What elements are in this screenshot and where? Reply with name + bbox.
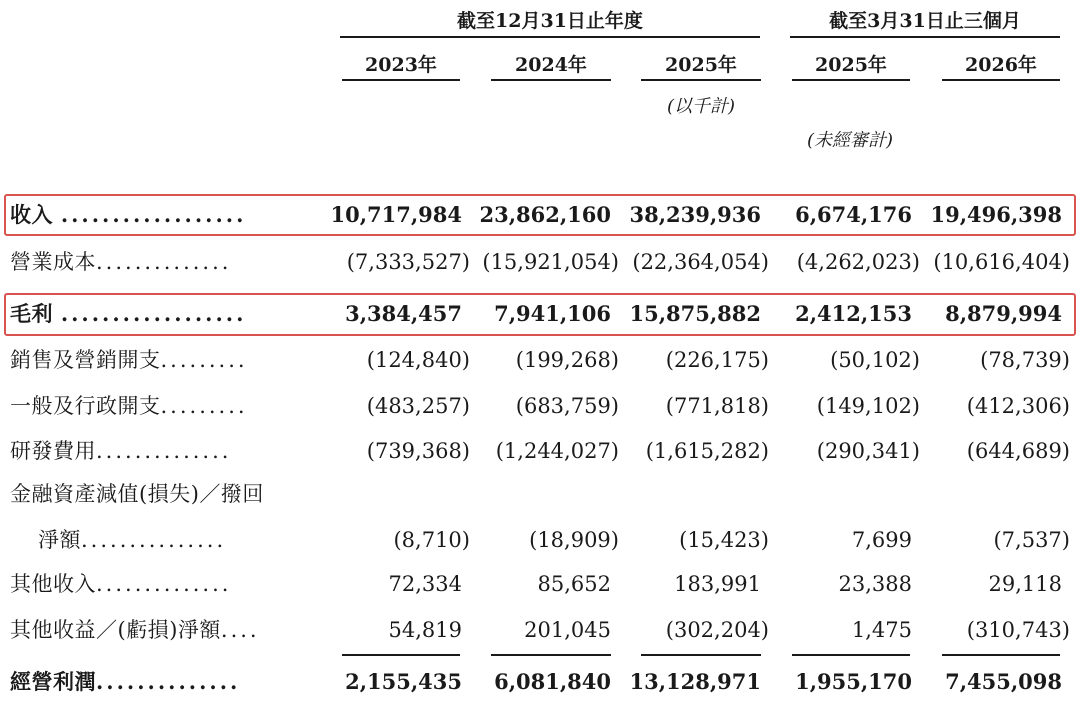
total-rule-2024 xyxy=(491,654,611,656)
cell-2024: 85,652 xyxy=(537,572,611,596)
column-header-2025: 2025年 xyxy=(665,54,737,76)
cell-2023: (7,333,527) xyxy=(346,250,470,274)
cell-2023: 3,384,457 xyxy=(345,301,462,326)
row-label: 營業成本.............. xyxy=(10,250,232,274)
cell-2025-q1: (4,262,023) xyxy=(796,250,920,274)
row-label: 銷售及營銷開支......... xyxy=(10,348,248,372)
row-gross-profit xyxy=(0,296,1080,332)
row-cost-of-revenue xyxy=(0,244,1080,280)
row-admin-expenses xyxy=(0,388,1080,424)
cell-2025-q1: (290,341) xyxy=(816,439,920,463)
cell-2025-q1: (50,102) xyxy=(830,348,920,372)
cell-2025: (302,204) xyxy=(665,618,769,642)
note-unaudited: (未經審計) xyxy=(806,130,894,151)
header-group-quarter: 截至3月31日止三個月 xyxy=(829,10,1021,32)
cell-2025-q1: 1,475 xyxy=(851,618,912,642)
column-header-2026-q1: 2026年 xyxy=(965,54,1037,76)
column-rule-2025-q1 xyxy=(792,79,910,81)
row-other-gains-losses xyxy=(0,612,1080,648)
cell-2024: (199,268) xyxy=(515,348,619,372)
cell-2023: (739,368) xyxy=(366,439,470,463)
total-rule-2023 xyxy=(342,654,460,656)
cell-2024: 201,045 xyxy=(524,618,611,642)
cell-2023: 54,819 xyxy=(388,618,462,642)
total-rule-2026-q1 xyxy=(942,654,1060,656)
cell-2025: 183,991 xyxy=(674,572,761,596)
cell-2024: 6,081,840 xyxy=(494,669,611,694)
row-label: 一般及行政開支......... xyxy=(10,394,248,418)
cell-2024: (18,909) xyxy=(529,528,619,552)
cell-2026-q1: 8,879,994 xyxy=(945,301,1062,326)
cell-2024: (683,759) xyxy=(515,394,619,418)
cell-2025: 15,875,882 xyxy=(629,301,761,326)
row-label: 淨額............... xyxy=(38,528,227,552)
cell-2026-q1: (78,739) xyxy=(980,348,1070,372)
row-label: 收入 .................. xyxy=(10,202,247,227)
row-impairment-net xyxy=(0,522,1080,558)
header-group-quarter-rule xyxy=(790,36,1060,38)
cell-2024: (15,921,054) xyxy=(482,250,619,274)
cell-2023: 2,155,435 xyxy=(345,669,462,694)
row-selling-expenses xyxy=(0,342,1080,378)
cell-2025: (1,615,282) xyxy=(645,439,769,463)
cell-2026-q1: 29,118 xyxy=(988,572,1062,596)
column-rule-2024 xyxy=(491,79,611,81)
row-rnd-expenses xyxy=(0,433,1080,469)
total-rule-2025-q1 xyxy=(792,654,910,656)
cell-2024: (1,244,027) xyxy=(495,439,619,463)
cell-2023: 72,334 xyxy=(388,572,462,596)
cell-2024: 23,862,160 xyxy=(479,202,611,227)
column-header-2023: 2023年 xyxy=(365,54,437,76)
cell-2025-q1: 23,388 xyxy=(838,572,912,596)
column-header-2025-q1: 2025年 xyxy=(815,54,887,76)
column-header-2024: 2024年 xyxy=(515,54,587,76)
cell-2025: 38,239,936 xyxy=(629,202,761,227)
row-label: 經營利潤.............. xyxy=(10,669,241,694)
cell-2025-q1: 1,955,170 xyxy=(795,669,912,694)
column-rule-2023 xyxy=(342,79,460,81)
cell-2025-q1: 6,674,176 xyxy=(795,202,912,227)
row-operating-profit xyxy=(0,664,1080,700)
header-group-year: 截至12月31日止年度 xyxy=(457,10,643,32)
cell-2023: (483,257) xyxy=(366,394,470,418)
row-label: 毛利 .................. xyxy=(10,301,247,326)
cell-2026-q1: (10,616,404) xyxy=(933,250,1070,274)
column-rule-2026-q1 xyxy=(942,79,1060,81)
cell-2023: 10,717,984 xyxy=(330,202,462,227)
cell-2025-q1: 7,699 xyxy=(851,528,912,552)
cell-2025-q1: (149,102) xyxy=(816,394,920,418)
cell-2026-q1: (310,743) xyxy=(966,618,1070,642)
total-rule-2025 xyxy=(641,654,761,656)
row-revenue xyxy=(0,197,1080,233)
row-label: 其他收益／(虧損)淨額.... xyxy=(10,618,260,642)
cell-2024: 7,941,106 xyxy=(494,301,611,326)
row-label: 研發費用.............. xyxy=(10,439,232,463)
cell-2023: (124,840) xyxy=(366,348,470,372)
cell-2026-q1: 19,496,398 xyxy=(930,202,1062,227)
cell-2023: (8,710) xyxy=(393,528,470,552)
cell-2025-q1: 2,412,153 xyxy=(795,301,912,326)
cell-2025: (15,423) xyxy=(679,528,769,552)
row-other-income xyxy=(0,566,1080,602)
cell-2026-q1: (7,537) xyxy=(993,528,1070,552)
cell-2026-q1: (412,306) xyxy=(966,394,1070,418)
cell-2025: 13,128,971 xyxy=(629,669,761,694)
row-label: 其他收入.............. xyxy=(10,572,232,596)
cell-2025: (22,364,054) xyxy=(632,250,769,274)
row-impairment-heading xyxy=(0,476,1080,512)
column-rule-2025 xyxy=(641,79,761,81)
cell-2026-q1: (644,689) xyxy=(966,439,1070,463)
cell-2025: (226,175) xyxy=(665,348,769,372)
row-label: 金融資產減值(損失)／撥回 xyxy=(10,482,264,506)
note-thousands: (以千計) xyxy=(666,96,736,117)
cell-2026-q1: 7,455,098 xyxy=(945,669,1062,694)
cell-2025: (771,818) xyxy=(665,394,769,418)
header-group-year-rule xyxy=(340,36,760,38)
